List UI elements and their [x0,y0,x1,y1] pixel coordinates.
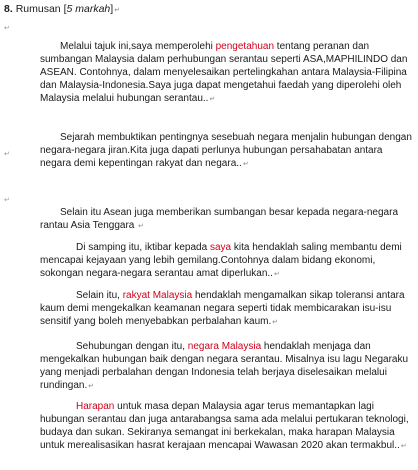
paragraph-text: Melalui tajuk ini,saya memperolehi [60,41,216,52]
paragraph-mark: ↵ [273,271,280,278]
paragraph-text: untuk masa depan Malaysia agar terus memantapkan lagi hubungan serantau dan juga antarabangsa sama ada melalui pertukaran teknologi, budaya dan sukan. Sekiranya semangat ini berkekalan, maka harapan Malaysia untuk merealisasikan hasrat kerajaan mencapai Wawasan 2020 akan termakbul.. [40,401,409,451]
paragraph-mark: ↵ [138,223,144,230]
paragraph-text: Selain itu, [76,290,123,301]
paragraph-text: hendaklah mengamalkan sikap toleransi antara kaum demi mengekalkan keamanan negara seperti tidak membicarakan isu-isu sensitif yang boleh menyebabkan perbalahan kaum. [40,290,405,327]
paragraph-text: hendaklah menjaga dan mengekalkan hubungan baik dengan negara serantau. Misalnya isu lagu Negaraku yang menjadi perbalahan dengan Indonesia telah berjaya diselesaikan melalui rundingan. [40,341,409,391]
highlighted-phrase: rakyat Malaysia [122,290,193,301]
corner-mark: ↵ [4,197,10,204]
paragraph-text: tentang peranan dan sumbangan Malaysia dalam perhubungan serantau seperti ASA,MAPHILINDO dan ASEAN. Contohnya, dalam menyelesaikan pertelingkahan antara Malaysia-Filipina dan Malaysia-Indonesia.Saya juga dapat mengetahui faedah yang diperolehi oleh Malaysia melalui hubungan serantau.. [40,41,408,104]
corner-mark: ↵ [4,151,10,158]
paragraph-6 [40,340,412,393]
highlighted-phrase: pengetahuan [215,41,275,52]
section-heading: 8. Rumusan [5 markah]↵ [4,3,121,15]
section-title: Rumusan [15,3,61,15]
paragraph-mark: ↵ [114,7,121,14]
paragraph-text: Sehubungan dengan itu, [76,341,188,352]
paragraph-3 [40,206,412,233]
highlighted-phrase: saya [209,242,232,253]
paragraph-mark: ↵ [400,443,407,450]
paragraph-1 [40,40,412,106]
paragraph-4 [40,241,412,281]
paragraph-mark: ↵ [242,161,249,168]
paragraph-text: Sejarah membuktikan pentingnya sesebuah negara menjalin hubungan dengan negara-negara jiran.Kita juga dapati perlunya hubungan persahabatan antara negara demi kepentingan rakyat dan negara.. [40,132,412,169]
section-number: 8. [4,3,13,15]
paragraph-text: Selain itu Asean juga memberikan sumbangan besar kepada negara-negara rantau Asia Tenggara [40,207,399,231]
highlighted-phrase: Harapan [76,401,115,412]
paragraph-mark: ↵ [88,383,95,390]
highlighted-phrase: negara Malaysia [187,341,262,352]
paragraph-5 [40,289,412,329]
corner-mark: ↵ [4,25,10,32]
paragraph-mark: ↵ [209,96,216,103]
paragraph-7 [40,400,412,453]
paragraph-mark: ↵ [272,319,279,326]
paragraph-text: kita hendaklah saling membantu demi mencapai kejayaan yang lebih gemilang.Contohnya dalam bidang ekonomi, sokongan negara-negara serantau amat diperlukan.. [40,242,402,279]
paragraph-text: Di samping itu, iktibar kepada [76,242,210,253]
marks-note: 5 markah [66,3,111,15]
paragraph-2 [40,131,412,171]
